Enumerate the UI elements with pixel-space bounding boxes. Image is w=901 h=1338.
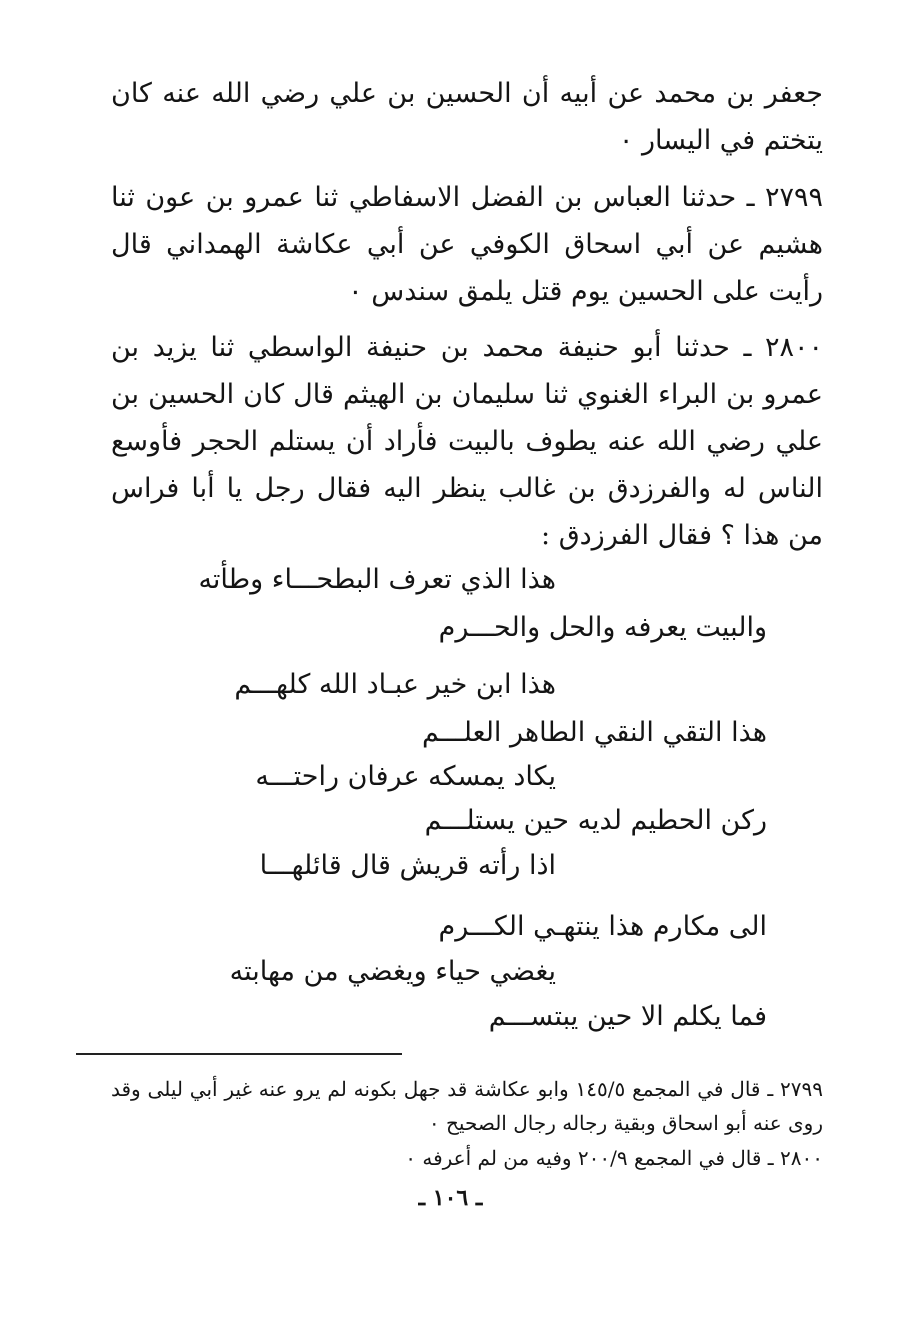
footnote-divider bbox=[76, 1053, 402, 1055]
verse-line: فما يكلم الا حين يبتســـم bbox=[488, 1001, 767, 1032]
verse-line: اذا رأته قريش قال قائلهـــا bbox=[259, 850, 556, 881]
footnote-2800: ٢٨٠٠ ـ قال في المجمع ٢٠٠/٩ وفيه من لم أعرفه ٠ bbox=[405, 1146, 823, 1170]
verse-line: يغضي حياء ويغضي من مهابته bbox=[229, 956, 556, 987]
verse-line: يكاد يمسكه عرفان راحتـــه bbox=[255, 761, 556, 792]
paragraph-continuation: جعفر بن محمد عن أبيه أن الحسين بن علي رضي الله عنه كان يتختم في اليسار ٠ bbox=[111, 78, 823, 156]
verse-line: هذا الذي تعرف البطحـــاء وطأته bbox=[198, 564, 556, 595]
footnote-2799: ٢٧٩٩ ـ قال في المجمع ١٤٥/٥ وابو عكاشة قد جهل بكونه لم يرو عنه غير أبي ليلى وقد روى عنه أبو اسحاق وبقية رجاله رجال الصحيح ٠ bbox=[111, 1077, 823, 1135]
verse-line: هذا ابن خير عبـاد الله كلهـــم bbox=[234, 669, 556, 700]
page-number: ـ ١٠٦ ـ bbox=[418, 1185, 483, 1211]
paragraph-hadith-2799: ٢٧٩٩ ـ حدثنا العباس بن الفضل الاسفاطي ثنا عمرو بن عون ثنا هشيم عن أبي اسحاق الكوفي عن أبي عكاشة الهمداني قال رأيت على الحسين يوم قتل يلمق سندس ٠ bbox=[111, 182, 823, 307]
verse-line: هذا التقي النقي الطاهر العلـــم bbox=[422, 717, 767, 748]
verse-line: ركن الحطيم لديه حين يستلـــم bbox=[424, 805, 767, 836]
paragraph-hadith-2800: ٢٨٠٠ ـ حدثنا أبو حنيفة محمد بن حنيفة الواسطي ثنا يزيد بن عمرو بن البراء الغنوي ثنا سليمان بن الهيثم قال كان الحسين بن علي رضي الله عنه يطوف بالبيت فأراد أن يستلم الحجر فأوسع الناس له والفرزدق بن غالب ينظر اليه فقال رجل يا أبا فراس من هذا ؟ فقال الفرزدق : bbox=[111, 332, 823, 551]
verse-line: والبيت يعرفه والحل والحـــرم bbox=[438, 612, 767, 643]
verse-line: الى مكارم هذا ينتهـي الكـــرم bbox=[438, 911, 767, 942]
